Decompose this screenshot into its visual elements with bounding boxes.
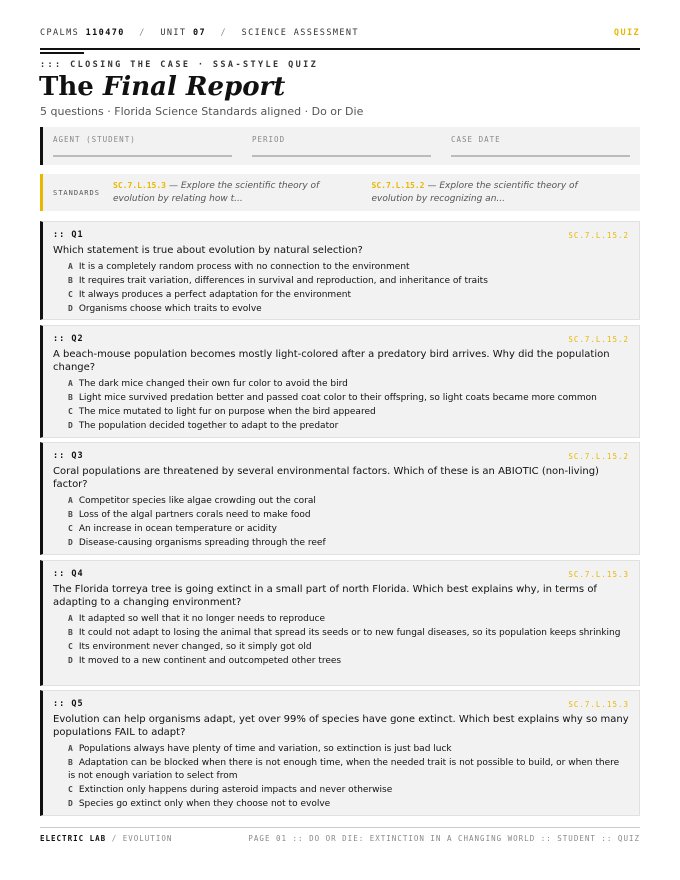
answer-option-a[interactable]: [53, 377, 629, 391]
option-letter: D: [68, 656, 73, 665]
option-letter: A: [68, 262, 73, 271]
breadcrumb-unit-label: UNIT: [160, 28, 187, 38]
option-letter: D: [68, 304, 73, 313]
option-text: It adapted so well that it no longer needs to reproduce: [78, 614, 326, 624]
page-title: [39, 72, 285, 102]
question-standard: SC.7.L.15.3: [568, 569, 629, 579]
breadcrumb: [40, 28, 359, 38]
breadcrumb-org-id: 110470: [85, 28, 125, 38]
breadcrumb-section: SCIENCE ASSESSMENT: [241, 28, 359, 38]
answer-option-c[interactable]: [53, 640, 629, 654]
quiz-tag: QUIZ: [613, 28, 640, 38]
option-letter: A: [68, 614, 73, 623]
option-text: Disease-causing organisms spreading through the reef: [78, 538, 326, 548]
question-number: :: Q2: [53, 334, 84, 344]
answer-option-a[interactable]: [53, 612, 629, 626]
option-letter: D: [68, 799, 73, 808]
answer-option-d[interactable]: [53, 302, 629, 316]
footer-page-info: PAGE 01 :: DO OR DIE: EXTINCTION IN A CHANGING WORLD :: STUDENT :: QUIZ: [248, 834, 640, 843]
question-card-q4: [40, 560, 640, 686]
answer-option-b[interactable]: [53, 274, 629, 288]
page-subtitle: 5 questions · Florida Science Standards aligned · Do or Die: [40, 105, 364, 118]
option-letter: B: [68, 510, 73, 519]
question-number: :: Q4: [53, 569, 84, 579]
answer-option-d[interactable]: [53, 536, 629, 550]
student-info-fields: [40, 127, 640, 165]
title-plain: The: [39, 72, 94, 102]
option-text: Adaptation can be blocked when there is not enough time, when the needed trait is not possible to build, or when there is not enough variation to select from: [68, 758, 620, 781]
footer-brand-group: [40, 834, 172, 843]
period-field[interactable]: [252, 135, 431, 165]
question-card-q1: [40, 221, 640, 320]
option-letter: B: [68, 628, 73, 637]
option-letter: C: [68, 290, 73, 299]
question-number: :: Q1: [53, 230, 84, 240]
answer-option-d[interactable]: [53, 797, 629, 811]
option-letter: D: [68, 421, 73, 430]
question-standard: SC.7.L.15.3: [568, 699, 629, 709]
answer-option-a[interactable]: [53, 742, 629, 756]
option-text: The dark mice changed their own fur color to avoid the bird: [78, 379, 348, 389]
answer-option-a[interactable]: [53, 260, 629, 274]
question-standard: SC.7.L.15.2: [568, 334, 629, 344]
case-date-field-label: CASE DATE: [451, 135, 501, 144]
footer-brand: ELECTRIC LAB: [40, 834, 107, 843]
option-letter: B: [68, 276, 73, 285]
option-text: Competitor species like algae crowding out the coral: [78, 496, 316, 506]
option-letter: C: [68, 524, 73, 533]
period-field-line[interactable]: [252, 155, 431, 157]
answer-option-b[interactable]: [53, 626, 629, 640]
title-italic: Final Report: [102, 72, 286, 102]
option-text: It is a completely random process with no connection to the environment: [78, 262, 410, 272]
agent-field[interactable]: [53, 135, 232, 165]
option-text: An increase in ocean temperature or acidity: [78, 524, 278, 534]
option-text: Its environment never changed, so it simply got old: [78, 642, 312, 652]
option-text: The mice mutated to light fur on purpose when the bird appeared: [78, 407, 376, 417]
case-date-field-line[interactable]: [451, 155, 630, 157]
option-text: The population decided together to adapt to the predator: [78, 421, 339, 431]
option-text: It always produces a perfect adaptation for the environment: [78, 290, 351, 300]
standard-code: SC.7.L.15.3: [113, 181, 166, 190]
question-card-q5: [40, 690, 640, 816]
standard-item: [372, 179, 631, 206]
option-letter: A: [68, 379, 73, 388]
top-bar: [40, 28, 640, 50]
option-text: It moved to a new continent and outcompeted other trees: [78, 656, 342, 666]
standard-item: [113, 179, 372, 206]
answer-option-c[interactable]: [53, 522, 629, 536]
question-text: Coral populations are threatened by several environmental factors. Which of these is an ABIOTIC (non-living) factor?: [53, 466, 599, 490]
answer-option-d[interactable]: [53, 654, 629, 668]
breadcrumb-unit-num: 07: [192, 28, 206, 38]
answer-option-b[interactable]: [53, 756, 629, 783]
option-text: It requires trait variation, differences in survival and reproduction, and inheritance of traits: [78, 276, 488, 286]
option-letter: D: [68, 538, 73, 547]
question-number: :: Q3: [53, 451, 84, 461]
answer-option-b[interactable]: [53, 508, 629, 522]
period-field-label: PERIOD: [252, 135, 286, 144]
page-footer: [40, 827, 640, 843]
question-text: A beach-mouse population becomes mostly light-colored after a predatory bird arrives. Why did the population change?: [53, 349, 610, 373]
standard-desc: — Explore the scientific theory of evolution by relating how t...: [113, 181, 320, 204]
question-standard: SC.7.L.15.2: [568, 230, 629, 240]
question-card-q3: [40, 442, 640, 555]
option-text: Organisms choose which traits to evolve: [78, 304, 262, 314]
breadcrumb-org: CPALMS: [40, 28, 80, 38]
question-number: :: Q5: [53, 699, 84, 709]
answer-option-c[interactable]: [53, 783, 629, 797]
standard-code: SC.7.L.15.2: [371, 181, 425, 190]
breadcrumb-separator: /: [220, 28, 228, 38]
agent-field-label: AGENT (STUDENT): [53, 135, 136, 144]
answer-option-b[interactable]: [53, 391, 629, 405]
answer-option-c[interactable]: [53, 288, 629, 302]
option-letter: B: [68, 758, 73, 767]
question-text: The Florida torreya tree is going extinct in a small part of north Florida. Which best explains why, in terms of adapting to a changing environment?: [53, 584, 597, 608]
footer-section: / EVOLUTION: [111, 834, 173, 843]
option-text: Populations always have plenty of time and variation, so extinction is just bad luck: [78, 744, 452, 754]
kicker: ::: CLOSING THE CASE · SSA-STYLE QUIZ: [40, 60, 319, 70]
standards-label: STANDARDS: [53, 188, 100, 197]
option-text: Loss of the algal partners corals need to make food: [78, 510, 311, 520]
option-letter: B: [68, 393, 73, 402]
option-text: Species go extinct only when they choose not to evolve: [78, 799, 331, 809]
answer-option-c[interactable]: [53, 405, 629, 419]
question-text: Evolution can help organisms adapt, yet over 99% of species have gone extinct. Which best explains why so many populations FAIL to adapt?: [53, 714, 629, 738]
option-text: Light mice survived predation better and passed coat color to their offspring, so light coats became more common: [78, 393, 597, 403]
option-letter: C: [68, 407, 73, 416]
agent-field-line[interactable]: [53, 155, 232, 157]
option-text: Extinction only happens during asteroid impacts and never otherwise: [78, 785, 393, 795]
option-letter: A: [68, 744, 73, 753]
accent-rule: [40, 52, 84, 54]
option-letter: A: [68, 496, 73, 505]
answer-option-a[interactable]: [53, 494, 629, 508]
option-letter: C: [68, 642, 73, 651]
standards-box: [40, 174, 640, 211]
option-text: It could not adapt to losing the animal that spread its seeds or to new fungal diseases, so its population keeps shrinking: [78, 628, 621, 638]
answer-option-d[interactable]: [53, 419, 629, 433]
question-text: Which statement is true about evolution by natural selection?: [53, 245, 363, 256]
standard-desc: — Explore the scientific theory of evolution by recognizing an...: [371, 181, 578, 204]
breadcrumb-separator: /: [139, 28, 146, 38]
option-letter: C: [68, 785, 73, 794]
case-date-field[interactable]: [451, 135, 630, 165]
question-standard: SC.7.L.15.2: [568, 451, 629, 461]
question-card-q2: [40, 325, 640, 438]
